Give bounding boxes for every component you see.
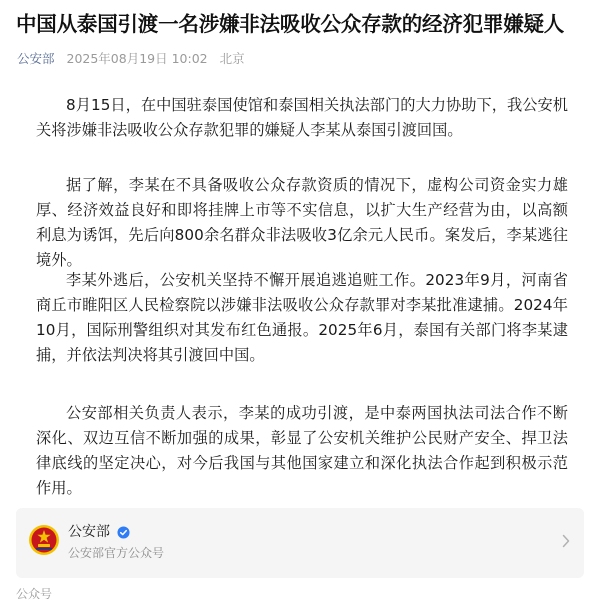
account-description: 公安部官方公众号: [68, 546, 165, 560]
article-paragraph: 公安部相关负责人表示，李某的成功引渡，是中泰两国执法司法合作不断深化、双边互信不断加强的成果，彰显了公安机关维护公民财产安全、捍卫法律底线的坚定决心，对今后我国与其他国家建立和深化执法合作起到积极示范作用。: [36, 404, 568, 497]
article-paragraph: 据了解，李某在不具备吸收公众存款资质的情况下，虚构公司资金实力雄厚、经济效益良好和即将挂牌上市等不实信息，以扩大生产经营为由，以高额利息为诱饵，先后向800余名群众非法吸收3亿余元人民币。案发后，李某逃往境外。: [36, 176, 568, 269]
publish-location: 北京: [219, 51, 245, 66]
article-paragraph: 8月15日，在中国驻泰国使馆和泰国相关执法部门的大力协助下，我公安机关将涉嫌非法吸收公众存款犯罪的嫌疑人李某从泰国引渡回国。: [36, 96, 568, 139]
author-link[interactable]: 公安部: [17, 51, 55, 66]
police-emblem-icon: [28, 524, 60, 556]
publish-date: 2025年08月19日 10:02: [66, 51, 208, 66]
account-name: [68, 522, 130, 542]
account-name-label: 公安部: [68, 524, 110, 540]
verified-check-icon: [117, 526, 130, 539]
article-paragraph: 李某外逃后，公安机关坚持不懈开展追逃追赃工作。2023年9月，河南省商丘市睢阳区人民检察院以涉嫌非法吸收公众存款罪对李某批准逮捕。2024年10月，国际刑警组织对其发布红色通报。2025年6月，泰国有关部门将李某逮捕，并依法判决将其引渡回中国。: [36, 271, 568, 364]
article-meta: [17, 50, 245, 68]
footer-label: 公众号: [16, 587, 53, 601]
article-title: 中国从泰国引渡一名涉嫌非法吸收公众存款的经济犯罪嫌疑人: [16, 12, 565, 36]
account-card[interactable]: [16, 508, 584, 578]
chevron-right-icon[interactable]: [562, 534, 570, 548]
